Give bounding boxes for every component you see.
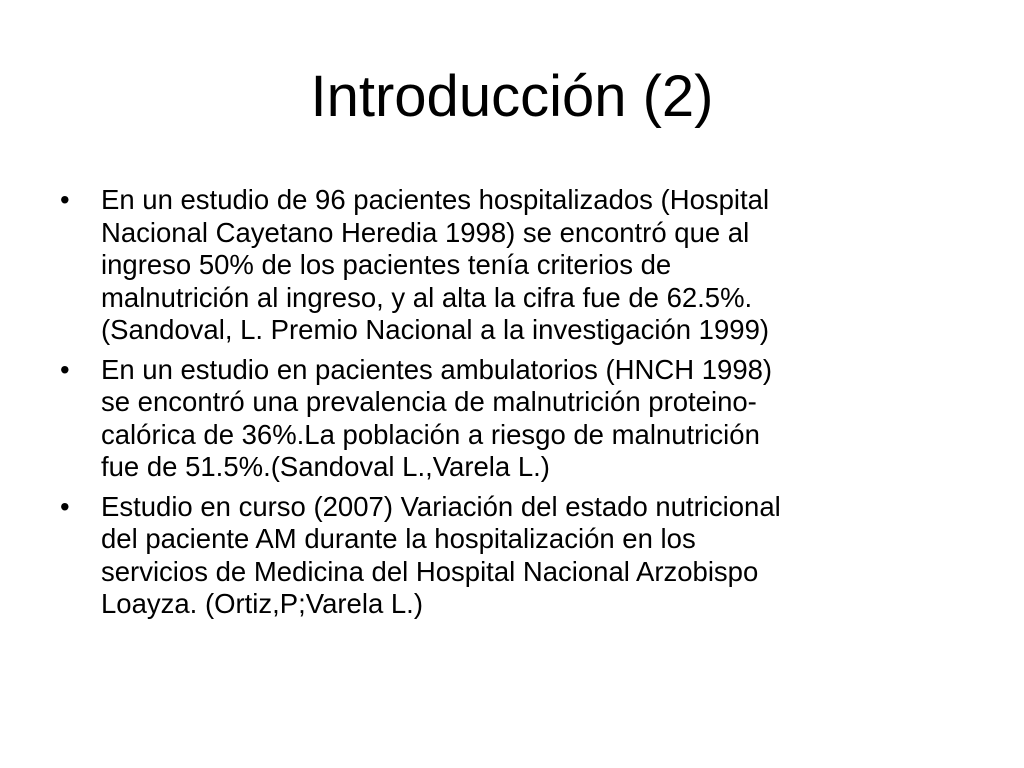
bullet-item-2	[60, 354, 960, 484]
bullet-icon: •	[60, 184, 70, 215]
bullet-line: Estudio en curso (2007) Variación del estado nutricional	[101, 490, 781, 522]
bullet-line: servicios de Medicina del Hospital Nacional Arzobispo	[101, 555, 759, 587]
bullet-line: ingreso 50% de los pacientes tenía criterios de	[101, 249, 672, 280]
bullet-line: del paciente AM durante la hospitalización en los	[101, 523, 696, 554]
bullet-line: En un estudio de 96 pacientes hospitalizados (Hospital	[101, 184, 770, 215]
bullet-icon: •	[60, 353, 70, 385]
bullet-line: malnutrición al ingreso, y al alta la cifra fue de 62.5%.	[101, 281, 753, 313]
bullet-line: Loayza. (Ortiz,P;Varela L.)	[101, 588, 423, 619]
bullet-icon: •	[60, 490, 70, 522]
bullet-list	[60, 184, 960, 628]
slide-title: Introducción (2)	[310, 64, 714, 129]
bullet-item-1	[60, 184, 960, 347]
bullet-line: (Sandoval, L. Premio Nacional a la investigación 1999)	[101, 314, 770, 345]
bullet-line: Nacional Cayetano Heredia 1998) se encontró que al	[101, 216, 750, 248]
bullet-line: En un estudio en pacientes ambulatorios (HNCH 1998)	[101, 353, 773, 385]
bullet-item-3	[60, 491, 960, 621]
bullet-line: calórica de 36%.La población a riesgo de malnutrición	[101, 418, 760, 450]
bullet-line: se encontró una prevalencia de malnutrición proteino-	[101, 386, 757, 417]
bullet-line: fue de 51.5%.(Sandoval L.,Varela L.)	[101, 451, 550, 482]
